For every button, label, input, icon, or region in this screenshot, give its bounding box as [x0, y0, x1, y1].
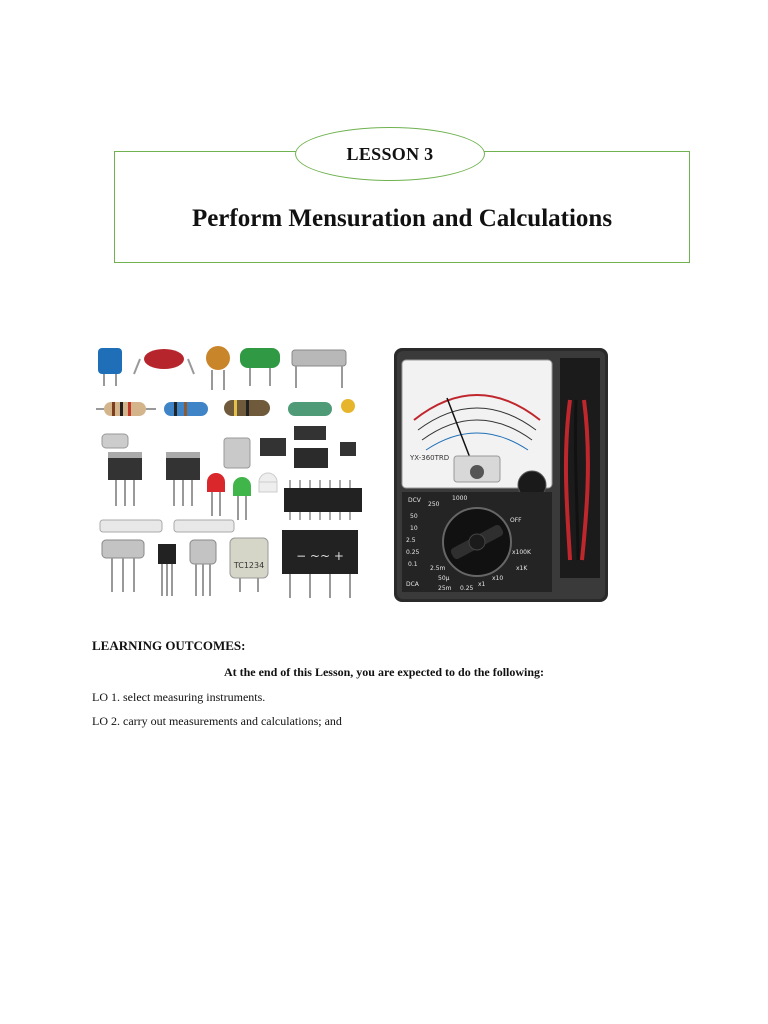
dial-mark: DCV: [408, 497, 421, 504]
dial-mark: x1K: [516, 565, 528, 572]
lesson-number-oval: [295, 127, 485, 181]
dial-mark: 0.25: [406, 549, 420, 556]
resistor-row-icon: [96, 399, 355, 416]
dial-mark: 0.25: [460, 585, 474, 592]
learning-outcome-item: LO 1. select measuring instruments.: [92, 690, 266, 704]
dial-mark: 10: [410, 525, 418, 532]
dial-mark: 50: [410, 513, 418, 520]
dial-mark: 250: [428, 501, 440, 508]
electronic-components-icon: [96, 346, 362, 598]
lesson-label: LESSON 3: [346, 143, 434, 164]
lesson-illustration: [92, 340, 612, 605]
resistor-red-icon: [134, 349, 194, 374]
capacitor-blue-icon: [98, 348, 122, 386]
dial-mark: x1: [478, 581, 486, 588]
learning-outcomes-heading: LEARNING OUTCOMES:: [92, 638, 246, 653]
dial-mark: 25m: [438, 585, 452, 592]
dial-mark: x100K: [512, 549, 531, 556]
meter-model-label: YX-360TRD: [410, 454, 450, 462]
green-capacitor-icon: [240, 348, 280, 386]
crystal-oscillator-icon: [292, 350, 346, 388]
dial-mark: OFF: [510, 517, 522, 524]
dial-mark: 0.1: [408, 561, 418, 568]
dial-mark: 2.5m: [430, 565, 446, 572]
dip-ic-icon: [284, 480, 362, 520]
dial-mark: 50µ: [438, 575, 450, 582]
metal-can-transistor-icon: [102, 540, 216, 596]
ceramic-capacitor-icon: [206, 346, 230, 390]
svg-text:− ~~ +: − ~~ +: [296, 549, 344, 563]
learning-outcome-item: LO 2. carry out measurements and calculations; and: [92, 714, 342, 728]
tc1234-chip-icon: [230, 538, 268, 592]
dial-mark: x10: [492, 575, 504, 582]
bridge-rectifier-icon: [282, 530, 358, 598]
dial-mark: DCA: [406, 581, 419, 588]
analog-multimeter-icon: [394, 348, 608, 602]
learning-outcomes-intro: At the end of this Lesson, you are expected to do the following:: [223, 665, 545, 679]
led-row-icon: [207, 473, 277, 520]
dial-mark: 1000: [452, 495, 468, 502]
dial-mark: 2.5: [406, 537, 416, 544]
chip-label: TC1234: [233, 561, 265, 570]
fuse-icon: [100, 520, 234, 532]
page-title: Perform Mensuration and Calculations: [191, 205, 613, 232]
